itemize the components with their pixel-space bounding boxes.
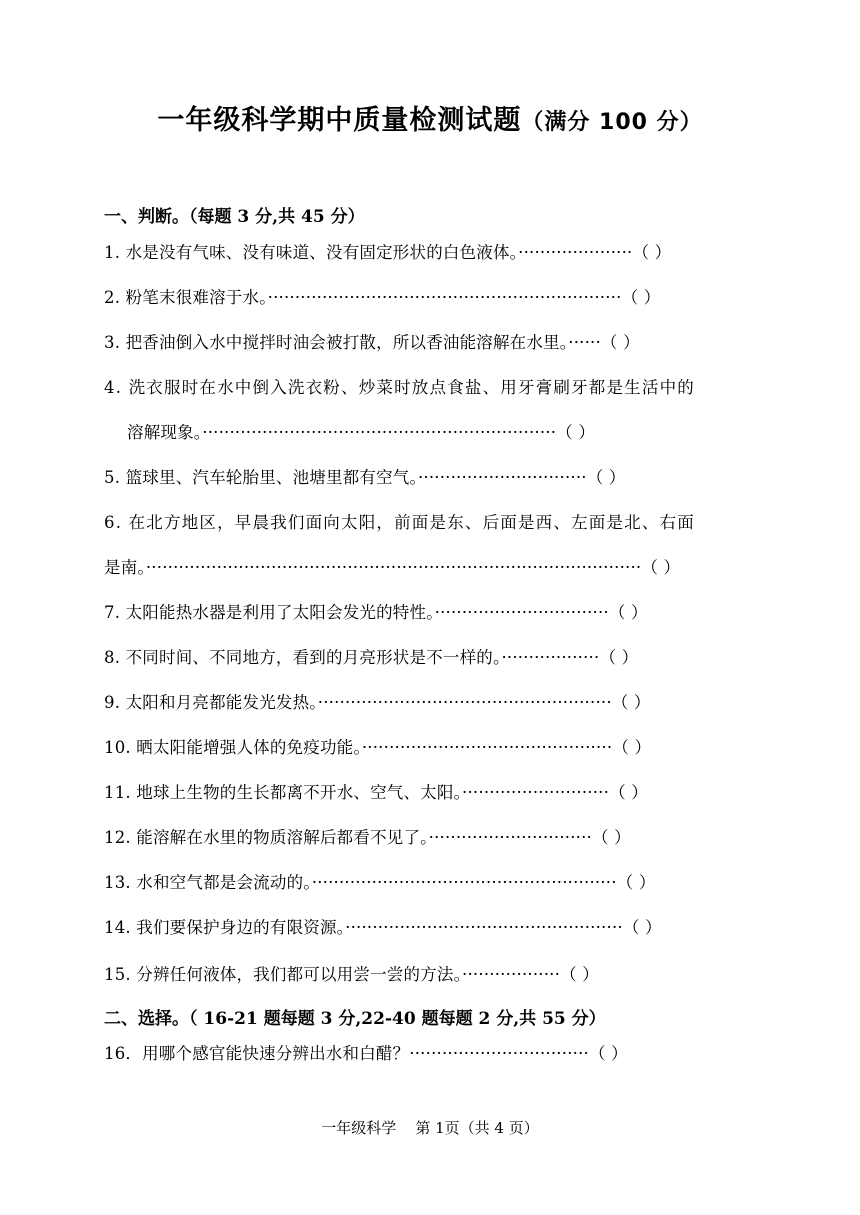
title-score-note: （满分 100 分） <box>521 110 703 135</box>
question-7 <box>104 599 648 623</box>
answer-blank[interactable]: （ ） <box>616 873 656 892</box>
leader-dots: ························································ <box>311 873 617 892</box>
leader-dots: ······························· <box>417 468 587 487</box>
page-title <box>0 98 860 137</box>
question-text: 是南。 <box>104 558 146 577</box>
answer-blank[interactable]: （ ） <box>588 1044 628 1063</box>
question-6-line-2 <box>104 554 680 578</box>
question-text: 13. 水和空气都是会流动的。 <box>104 873 312 892</box>
question-text: 3. 把香油倒入水中搅拌时油会被打散，所以香油能溶解在水里。 <box>104 333 569 352</box>
question-12 <box>104 824 631 848</box>
answer-blank[interactable]: （ ） <box>622 918 662 937</box>
answer-blank[interactable]: （ ） <box>609 783 648 802</box>
question-text: 12. 能溶解在水里的物质溶解后都看不见了。 <box>104 828 429 847</box>
question-8 <box>104 644 638 668</box>
answer-blank[interactable]: （ ） <box>612 738 652 757</box>
question-text: 8. 不同时间、不同地方，看到的月亮形状是不一样的。 <box>104 648 502 667</box>
leader-dots: ······ <box>568 333 601 352</box>
leader-dots: ································································· <box>267 288 622 307</box>
leader-dots: ··························································································· <box>145 558 642 577</box>
answer-blank[interactable]: （ ） <box>632 243 672 262</box>
question-text: 4. 洗衣服时在水中倒入洗衣粉、炒菜时放点食盐、用牙膏刷牙都是生活中的 <box>104 378 695 397</box>
leader-dots: ······························ <box>428 828 592 847</box>
leader-dots: ································ <box>434 603 609 622</box>
leader-dots: ·················· <box>462 965 561 984</box>
question-text: 14. 我们要保护身边的有限资源。 <box>104 918 346 937</box>
question-text: 2. 粉笔末很难溶于水。 <box>104 288 268 307</box>
question-1 <box>104 239 671 263</box>
question-text: 9. 太阳和月亮都能发光发热。 <box>104 693 318 712</box>
question-text: 1. 水是没有气味、没有味道、没有固定形状的白色液体。 <box>104 243 519 262</box>
question-16 <box>104 1040 628 1064</box>
question-6-line-1 <box>104 509 695 533</box>
section-choice-note: （ 16-21 题每题 3 分,22-40 题每题 2 分,共 55 分） <box>189 1009 606 1029</box>
leader-dots: ·············································· <box>361 738 613 757</box>
answer-blank[interactable]: （ ） <box>611 693 651 712</box>
question-text: 7. 太阳能热水器是利用了太阳会发光的特性。 <box>104 603 435 622</box>
section-judge-title: 一、判断。 <box>104 207 189 227</box>
question-text: 6. 在北方地区，早晨我们面向太阳，前面是东、后面是西、左面是北、右面 <box>104 513 695 532</box>
section-judge-note: （每题 3 分,共 45 分） <box>189 207 365 227</box>
question-4-line-2 <box>127 419 595 443</box>
answer-blank[interactable]: （ ） <box>600 333 640 352</box>
leader-dots: ··················································· <box>345 918 623 937</box>
question-15 <box>104 961 599 985</box>
question-4-line-1 <box>104 374 695 398</box>
title-main: 一年级科学期中质量检测试题 <box>157 105 522 136</box>
leader-dots: ····················· <box>518 243 633 262</box>
question-3 <box>104 329 640 353</box>
answer-blank[interactable]: （ ） <box>592 828 631 847</box>
leader-dots: ··························· <box>462 783 610 802</box>
question-text: 16．用哪个感官能快速分辨出水和白醋？ <box>104 1044 410 1063</box>
question-11 <box>104 779 648 803</box>
page-footer: 一年级科学 第 1页（共 4 页） <box>321 1119 539 1137</box>
question-5 <box>104 464 626 488</box>
section-judge-heading <box>104 202 365 227</box>
answer-blank[interactable]: （ ） <box>556 423 596 442</box>
answer-blank[interactable]: （ ） <box>586 468 626 487</box>
answer-blank[interactable]: （ ） <box>621 288 661 307</box>
question-9 <box>104 689 651 713</box>
leader-dots: ·················· <box>501 648 600 667</box>
answer-blank[interactable]: （ ） <box>608 603 648 622</box>
question-10 <box>104 734 651 758</box>
question-text: 溶解现象。 <box>127 423 203 442</box>
answer-blank[interactable]: （ ） <box>599 648 639 667</box>
question-13 <box>104 869 656 893</box>
leader-dots: ································· <box>409 1044 589 1063</box>
question-text: 11. 地球上生物的生长都离不开水、空气、太阳。 <box>104 783 463 802</box>
question-14 <box>104 914 662 938</box>
answer-blank[interactable]: （ ） <box>560 965 599 984</box>
section-choice-title: 二、选择。 <box>104 1009 189 1029</box>
answer-blank[interactable]: （ ） <box>641 558 681 577</box>
section-choice-heading <box>104 1004 606 1029</box>
leader-dots: ································································· <box>202 423 557 442</box>
question-2 <box>104 284 660 308</box>
question-text: 15. 分辨任何液体，我们都可以用尝一尝的方法。 <box>104 965 463 984</box>
leader-dots: ······················································ <box>317 693 612 712</box>
question-text: 5. 篮球里、汽车轮胎里、池塘里都有空气。 <box>104 468 418 487</box>
question-text: 10. 晒太阳能增强人体的免疫功能。 <box>104 738 362 757</box>
